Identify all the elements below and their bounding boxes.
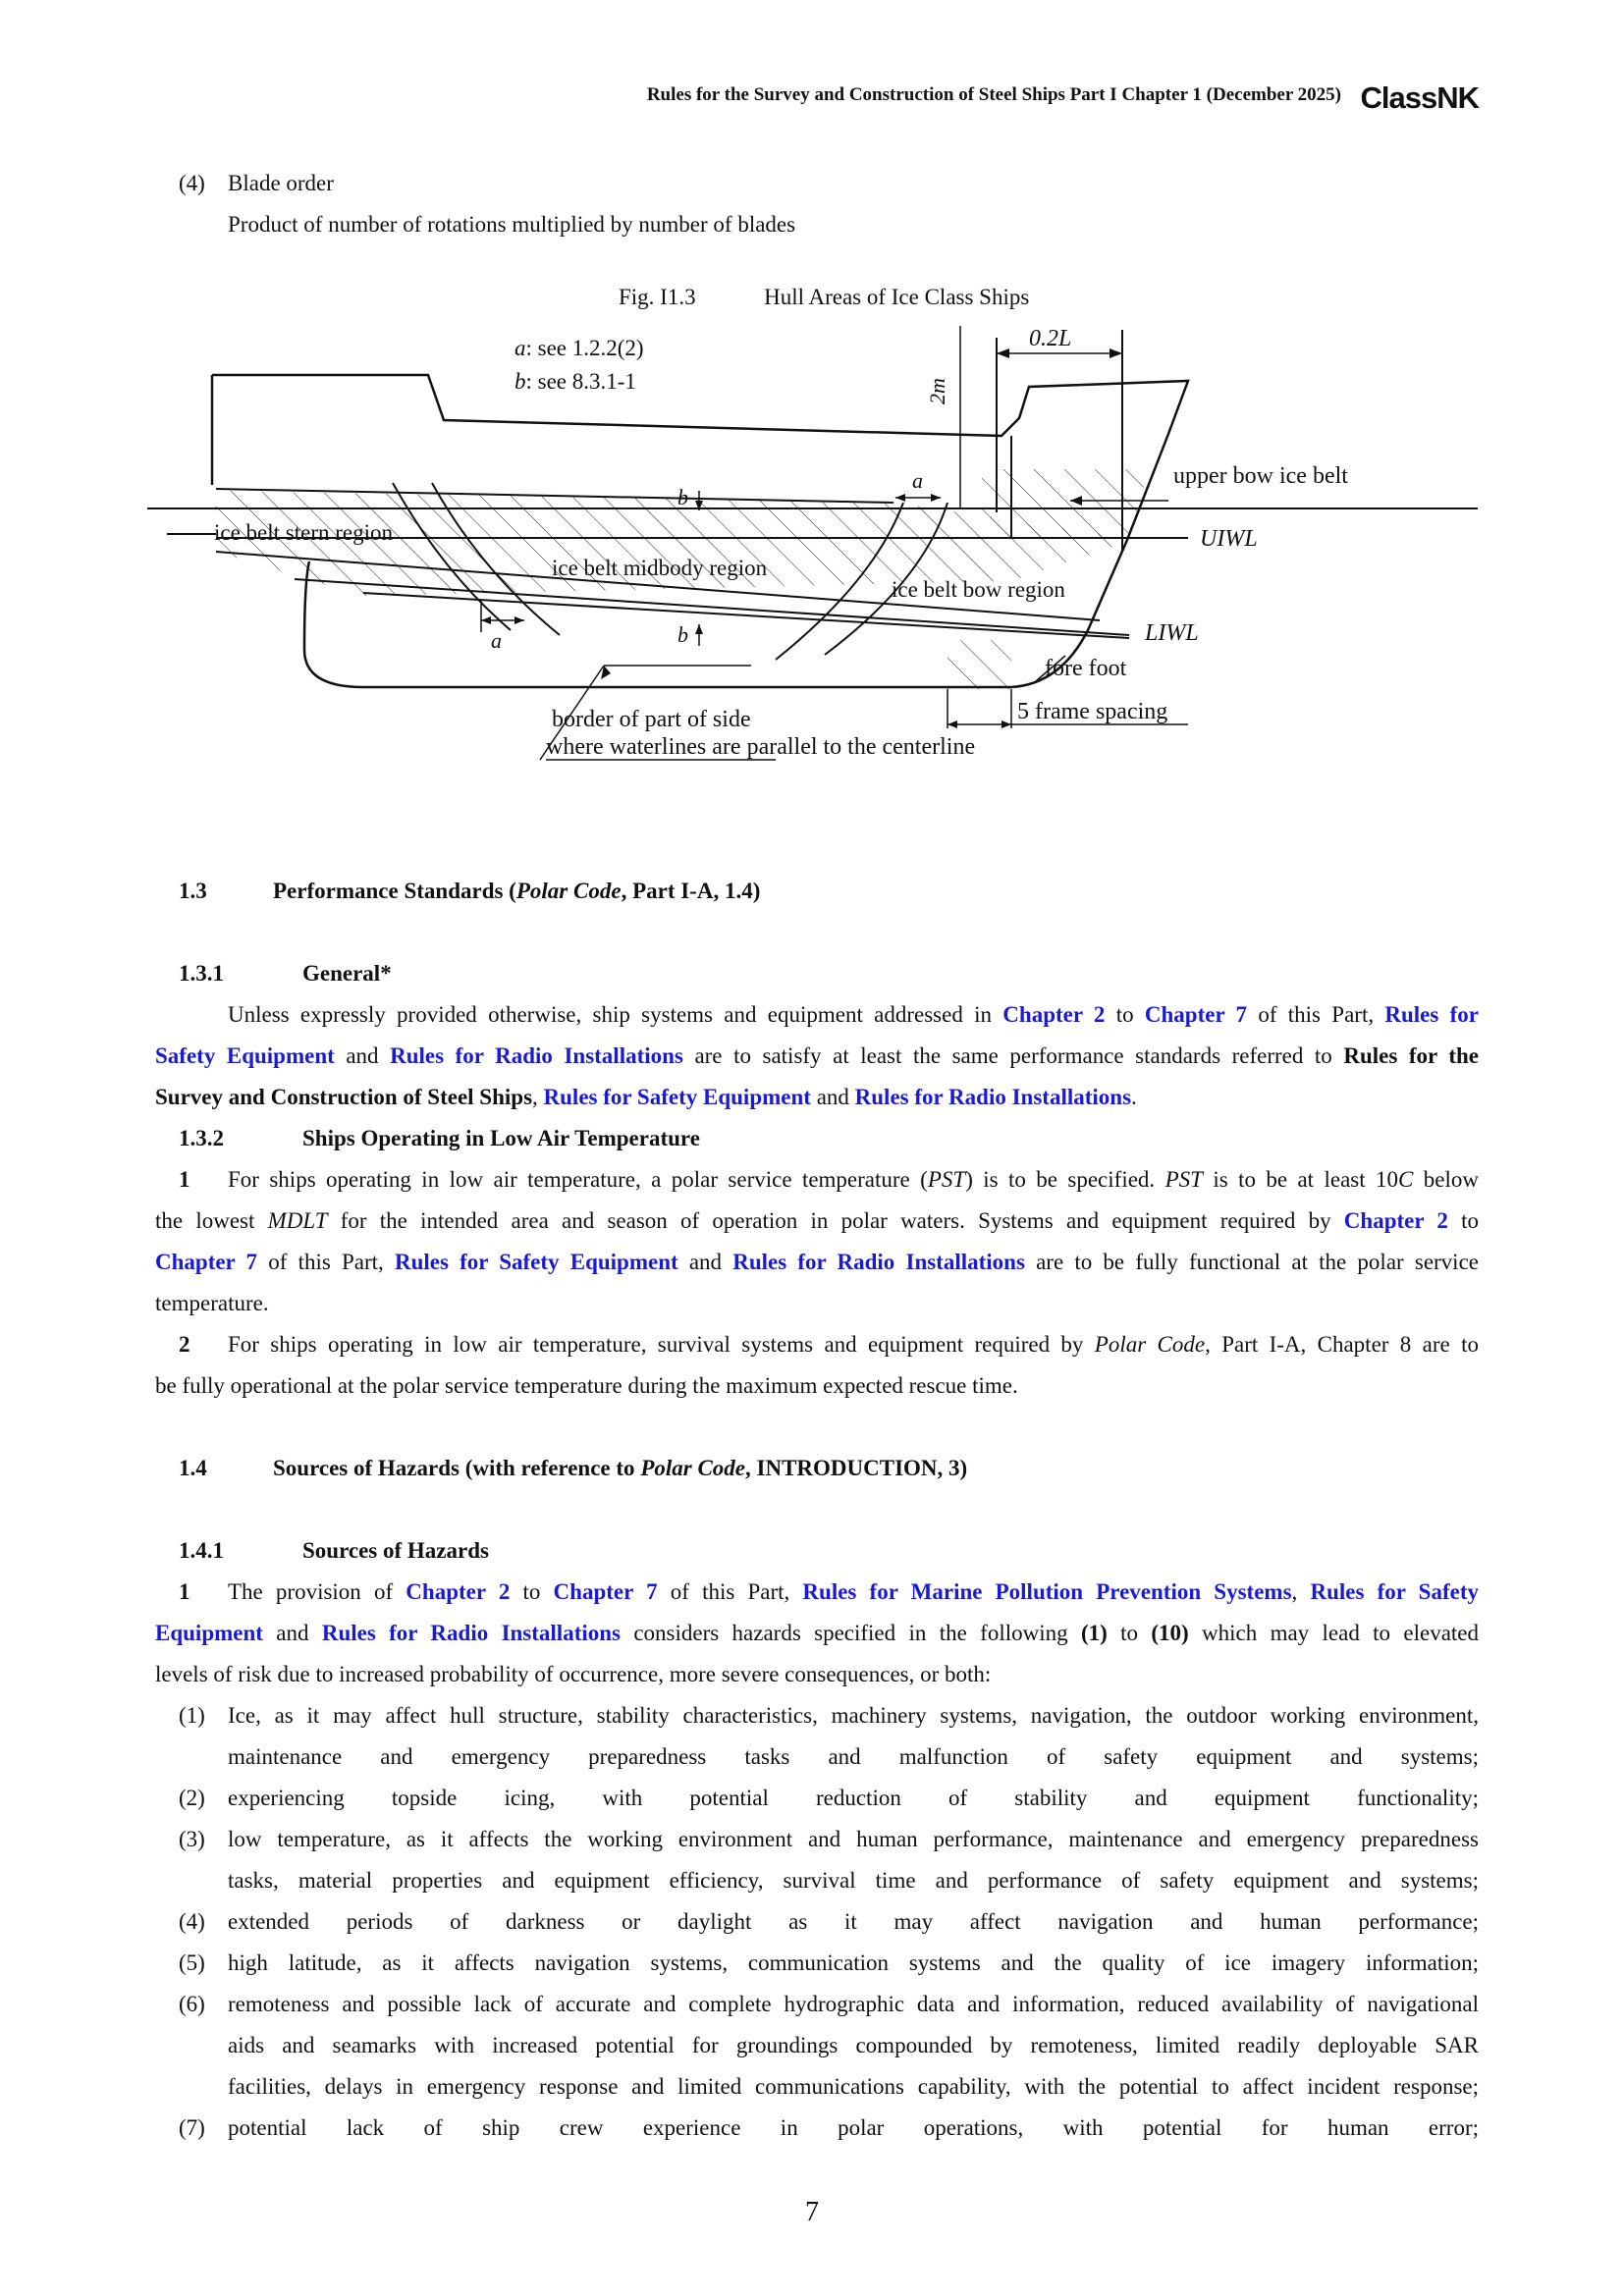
section-1-3-1-number: 1.3.1 xyxy=(179,961,224,986)
para-1-3-2-1-line2: the lowest MDLT for the intended area and season of operation in polar waters. Systems and equipment required by Chapter 2 to xyxy=(155,1208,1479,1233)
section-1-4-1-title: Sources of Hazards xyxy=(302,1538,489,1563)
hazard-item-6-line1: remoteness and possible lack of accurate and complete hydrographic data and information, reduced availability of navigational xyxy=(228,1992,1479,2016)
hazard-item-3-line2: tasks, material properties and equipment efficiency, survival time and performance of safety equipment and systems; xyxy=(228,1868,1479,1893)
para-1-4-1-1-line1: The provision of Chapter 2 to Chapter 7 of this Part, Rules for Marine Pollution Prevention Systems, Rules for Safety xyxy=(228,1579,1480,1604)
section-1-4-number: 1.4 xyxy=(179,1456,207,1480)
hazard-item-2-number: (2) xyxy=(179,1786,205,1810)
label-liwl: LIWL xyxy=(1145,620,1199,646)
para-1-4-1-1-line3: levels of risk due to increased probability of occurrence, more severe consequences, or both: xyxy=(155,1662,992,1686)
label-5-frame-spacing: 5 frame spacing xyxy=(1017,699,1168,724)
label-a-stern: a xyxy=(491,628,502,653)
para-1-4-1-1-number: 1 xyxy=(179,1579,190,1604)
hazard-item-1-number: (1) xyxy=(179,1703,205,1728)
label-ice-belt-midbody-region: ice belt midbody region xyxy=(552,556,768,580)
figure-number: Fig. I1.3 xyxy=(619,285,696,309)
label-0-2L: 0.2L xyxy=(1029,326,1072,351)
label-a-bow: a xyxy=(912,468,923,493)
label-waterlines-parallel: where waterlines are parallel to the centerline xyxy=(546,734,976,760)
label-ice-belt-stern-region: ice belt stern region xyxy=(214,520,394,545)
hazard-item-7-number: (7) xyxy=(179,2115,205,2140)
label-2m: 2m xyxy=(925,378,949,404)
note-b: b: see 8.3.1-1 xyxy=(514,369,636,394)
label-b-lower: b xyxy=(677,622,688,647)
hazard-item-1-line2: maintenance and emergency preparedness tasks and malfunction of safety equipment and systems; xyxy=(228,1744,1479,1769)
hazard-item-2-line1: experiencing topside icing, with potential reduction of stability and equipment functionality; xyxy=(228,1786,1479,1810)
fore-foot-hatch xyxy=(947,640,1011,689)
para-1-3-1-line1: Unless expressly provided otherwise, ship systems and equipment addressed in Chapter 2 to Chapter 7 of this Part, Rules for xyxy=(228,1002,1479,1027)
section-1-3-title: Performance Standards (Polar Code, Part I-A, 1.4) xyxy=(273,879,761,903)
hazard-item-6-line3: facilities, delays in emergency response and limited communications capability, with the potential to affect incident response; xyxy=(228,2074,1479,2099)
hazard-item-6-number: (6) xyxy=(179,1992,205,2016)
para-1-3-1-line3: Survey and Construction of Steel Ships, Rules for Safety Equipment and Rules for Radio Installations. xyxy=(155,1085,1137,1109)
hazard-item-5-number: (5) xyxy=(179,1950,205,1975)
section-1-3-2-title: Ships Operating in Low Air Temperature xyxy=(302,1126,700,1150)
blade-num: (4) xyxy=(179,171,205,195)
header-title: Rules for the Survey and Construction of Steel Ships Part I Chapter 1 (December 2025) xyxy=(646,84,1341,105)
blade-definition: Product of number of rotations multiplied by number of blades xyxy=(228,212,796,237)
hazard-item-4-number: (4) xyxy=(179,1909,205,1934)
upper-bow-hatch xyxy=(982,469,1149,538)
label-ice-belt-bow-region: ice belt bow region xyxy=(892,577,1065,602)
hazard-item-1-line1: Ice, as it may affect hull structure, stability characteristics, machinery systems, navigation, the outdoor working environment, xyxy=(228,1703,1479,1728)
hazard-item-6-line2: aids and seamarks with increased potential for groundings compounded by remoteness, limited readily deployable SAR xyxy=(228,2033,1479,2057)
para-1-3-1-line2: Safety Equipment and Rules for Radio Installations are to satisfy at least the same performance standards referred to Rules for the xyxy=(155,1043,1480,1068)
figure-title: Hull Areas of Ice Class Ships xyxy=(764,285,1030,309)
section-1-4-1-number: 1.4.1 xyxy=(179,1538,224,1563)
section-1-3-1-title: General* xyxy=(302,961,392,986)
hazard-item-4-line1: extended periods of darkness or daylight as it may affect navigation and human performance; xyxy=(228,1909,1479,1934)
para-1-3-2-2-line1: For ships operating in low air temperature, survival systems and equipment required by Polar Code, Part I-A, Chapter 8 are to xyxy=(228,1332,1479,1357)
figure-caption xyxy=(619,285,1029,310)
para-1-4-1-1-line2: Equipment and Rules for Radio Installations considers hazards specified in the following (1) to (10) which may lead to elevated xyxy=(155,1621,1480,1645)
label-b-upper: b xyxy=(677,485,688,509)
classnk-logo: ClassNK xyxy=(1360,80,1479,115)
hull-areas-figure xyxy=(147,316,1483,768)
label-fore-foot: fore foot xyxy=(1045,656,1127,681)
section-1-3-number: 1.3 xyxy=(179,879,207,903)
hazard-item-3-number: (3) xyxy=(179,1827,205,1851)
page-header xyxy=(0,80,1624,116)
para-1-3-2-1-line1: For ships operating in low air temperature, a polar service temperature (PST) is to be specified. PST is to be at least 10C below xyxy=(228,1167,1479,1192)
para-1-3-2-1-line4: temperature. xyxy=(155,1291,269,1315)
para-1-3-2-1-line3: Chapter 7 of this Part, Rules for Safety Equipment and Rules for Radio Installations are to be fully functional at the polar service xyxy=(155,1250,1479,1274)
blade-term: Blade order xyxy=(228,171,334,195)
para-1-3-2-1-number: 1 xyxy=(179,1167,190,1192)
page-number: 7 xyxy=(805,2197,819,2227)
section-1-4-title: Sources of Hazards (with reference to Polar Code, INTRODUCTION, 3) xyxy=(273,1456,968,1480)
label-upper-bow-ice-belt: upper bow ice belt xyxy=(1173,463,1348,489)
label-uiwl: UIWL xyxy=(1200,526,1258,552)
note-a: a: see 1.2.2(2) xyxy=(514,336,644,360)
hazard-item-3-line1: low temperature, as it affects the working environment and human performance, maintenance and emergency preparedness xyxy=(228,1827,1479,1851)
hazard-item-5-line1: high latitude, as it affects navigation systems, communication systems and the quality of ice imagery information; xyxy=(228,1950,1479,1975)
hazard-item-7-line1: potential lack of ship crew experience in polar operations, with potential for human error; xyxy=(228,2115,1479,2140)
label-border-of-side: border of part of side xyxy=(552,707,751,732)
section-1-3-2-number: 1.3.2 xyxy=(179,1126,224,1150)
hull-diagram xyxy=(147,316,1483,768)
para-1-3-2-2-line2: be fully operational at the polar service temperature during the maximum expected rescue time. xyxy=(155,1373,1018,1398)
para-1-3-2-2-number: 2 xyxy=(179,1332,190,1357)
